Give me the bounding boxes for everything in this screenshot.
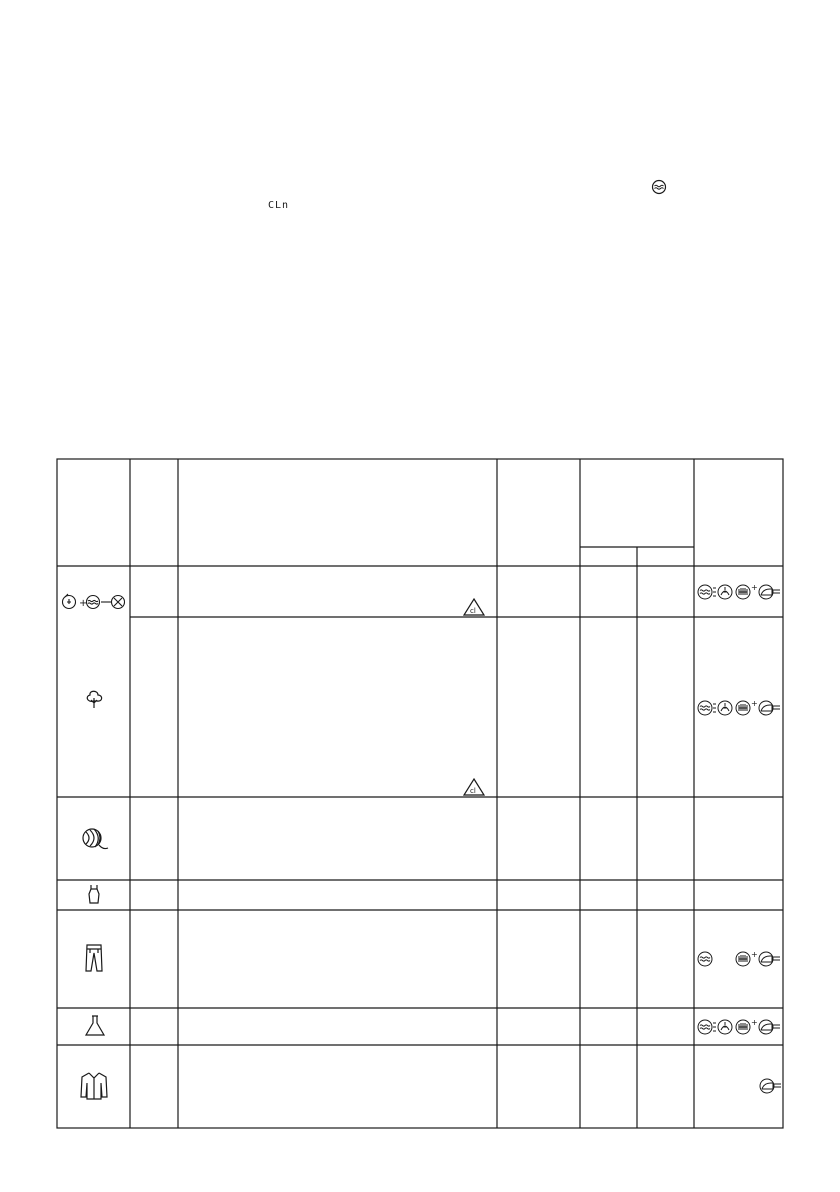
cotton-flower-icon: [83, 689, 105, 716]
svg-text:+: +: [751, 583, 758, 592]
row5-options-icons: [696, 949, 782, 974]
row1-options-icons: [696, 582, 782, 607]
svg-text:+: +: [751, 950, 758, 959]
row6-options-icons: [696, 1017, 782, 1042]
chlorine-warning-triangle-icon: [463, 778, 485, 801]
cotton-prewash-combo-icon: [60, 592, 128, 617]
wool-ball-icon: [80, 826, 110, 857]
shirts-icon: [79, 1071, 109, 1106]
synthetics-flask-icon: [84, 1014, 106, 1043]
svg-text:+: +: [79, 598, 88, 609]
svg-text:+: +: [751, 699, 758, 708]
svg-text:cl: cl: [470, 607, 476, 615]
svg-text:+: +: [751, 1018, 758, 1027]
svg-text:cl: cl: [470, 787, 476, 795]
display-code-cln: CLn: [268, 200, 290, 211]
easy-iron-icon: [758, 1077, 782, 1100]
chlorine-warning-triangle-icon: [463, 598, 485, 621]
delicates-dress-icon: [86, 883, 102, 910]
jeans-trousers-icon: [84, 943, 104, 978]
row2-options-icons: [696, 698, 782, 723]
